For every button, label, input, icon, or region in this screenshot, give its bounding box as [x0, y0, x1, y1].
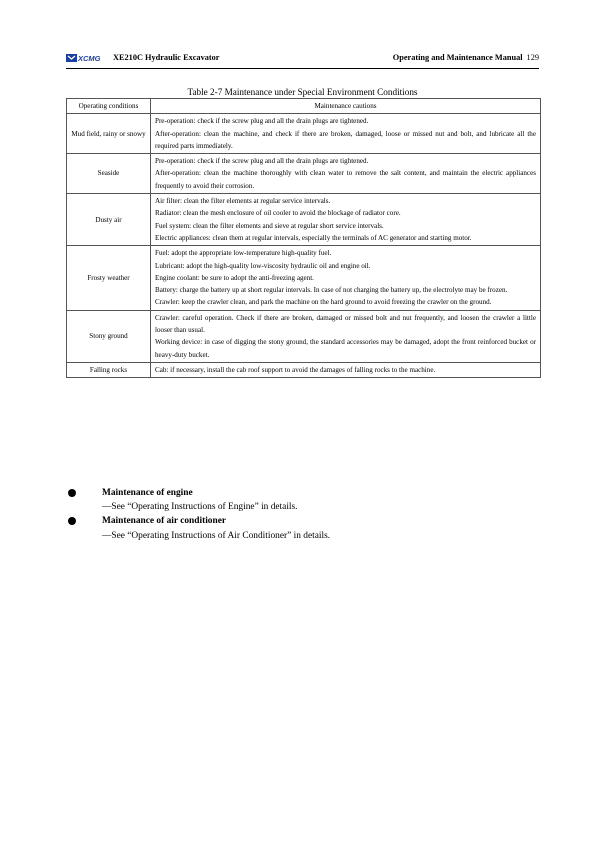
bullet-dot-icon — [68, 517, 76, 525]
condition-cell: Falling rocks — [67, 362, 151, 377]
caution-line: Cab: if necessary, install the cab roof support to avoid the damages of falling rocks to the machine. — [155, 365, 436, 374]
table-row — [67, 154, 541, 194]
bullet-air-conditioner-maintenance — [66, 514, 539, 542]
bullet-engine-maintenance — [66, 486, 539, 514]
caution-line: Crawler: careful operation. Check if there are broken, damaged or missed bolt and nut frequently, and loosen the crawler a little looser than usual. — [155, 313, 536, 335]
table-row — [67, 194, 541, 246]
caution-line: Pre-operation: check if the screw plug and all the drain plugs are tightened. — [155, 157, 369, 166]
table-row — [67, 362, 541, 377]
table-body — [67, 114, 541, 378]
caution-line: Electric appliances: clean them at regular intervals, especially the terminals of AC generator and starting motor. — [155, 233, 472, 242]
cautions-cell — [151, 310, 541, 362]
caution-line: Radiator: clean the mesh enclosure of oil cooler to avoid the blockage of radiator core. — [155, 209, 401, 218]
xcmg-logo-icon — [66, 54, 111, 62]
bullet-list — [66, 486, 539, 543]
header-manual — [393, 53, 539, 62]
caution-line: Pre-operation: check if the screw plug and all the drain plugs are tightened. — [155, 117, 369, 126]
cautions-cell — [151, 246, 541, 310]
table-caption: Table 2-7 Maintenance under Special Environment Conditions — [187, 87, 418, 97]
condition-cell: Stony ground — [67, 310, 151, 362]
bullet-title: Maintenance of engine — [102, 488, 193, 498]
caution-line: Fuel system: clean the filter elements and sieve at regular short service intervals. — [155, 221, 384, 230]
bullet-text: ―See “Operating Instructions of Air Conditioner” in details. — [102, 530, 331, 541]
bullet-text: ―See “Operating Instructions of Engine” in details. — [102, 502, 298, 513]
svg-text:XCMG: XCMG — [78, 54, 101, 62]
table-row — [67, 310, 541, 362]
cautions-cell — [151, 362, 541, 377]
cautions-cell — [151, 194, 541, 246]
page-number: 129 — [526, 53, 539, 62]
caution-line: Air filter: clean the filter elements at regular service intervals. — [155, 197, 331, 206]
caution-line: After-operation: clean the machine thoroughly with clean water to remove the salt content, and maintain the electric appliances frequently to avoid their corrosion. — [155, 169, 536, 190]
table-header-row — [67, 99, 541, 114]
caution-line: Battery: charge the battery up at short regular intervals. In case of not charging the battery up, the electrolyte may be frozen. — [155, 286, 508, 295]
caution-line: Working device: in case of digging the stony ground, the standard accessories may be damaged, adopt the front reinforced bucket or heavy-duty bucket. — [155, 338, 536, 359]
cautions-cell — [151, 114, 541, 154]
condition-cell: Mud field, rainy or snowy — [67, 114, 151, 154]
maintenance-table — [66, 98, 541, 378]
condition-cell: Seaside — [67, 154, 151, 194]
caution-line: Crawler: keep the crawler clean, and park the machine on the hard ground to avoid freezing the crawler on the ground. — [155, 298, 492, 307]
column-header-conditions: Operating conditions — [67, 99, 151, 114]
column-header-cautions: Maintenance cautions — [151, 99, 541, 114]
table-row — [67, 246, 541, 310]
bullet-title: Maintenance of air conditioner — [102, 516, 227, 527]
caution-line: Lubricant: adopt the high-quality low-viscosity hydraulic oil and engine oil. — [155, 261, 371, 270]
bullet-dot-icon — [68, 489, 76, 497]
condition-cell: Dusty air — [67, 194, 151, 246]
page-header — [66, 51, 539, 69]
cautions-cell — [151, 154, 541, 194]
table-row — [67, 114, 541, 154]
caution-line: After-operation: clean the machine, and check if there are broken, damaged, loose or missed nut and bolt, and lubricate all the required parts immediately. — [155, 129, 536, 150]
caution-line: Engine coolant: be sure to adopt the anti-freezing agent. — [155, 273, 314, 282]
condition-cell: Frosty weather — [67, 246, 151, 310]
manual-title: Operating and Maintenance Manual — [392, 53, 523, 62]
header-title: XE210C Hydraulic Excavator — [113, 53, 220, 62]
caution-line: Fuel: adopt the appropriate low-temperature high-quality fuel. — [155, 249, 332, 258]
